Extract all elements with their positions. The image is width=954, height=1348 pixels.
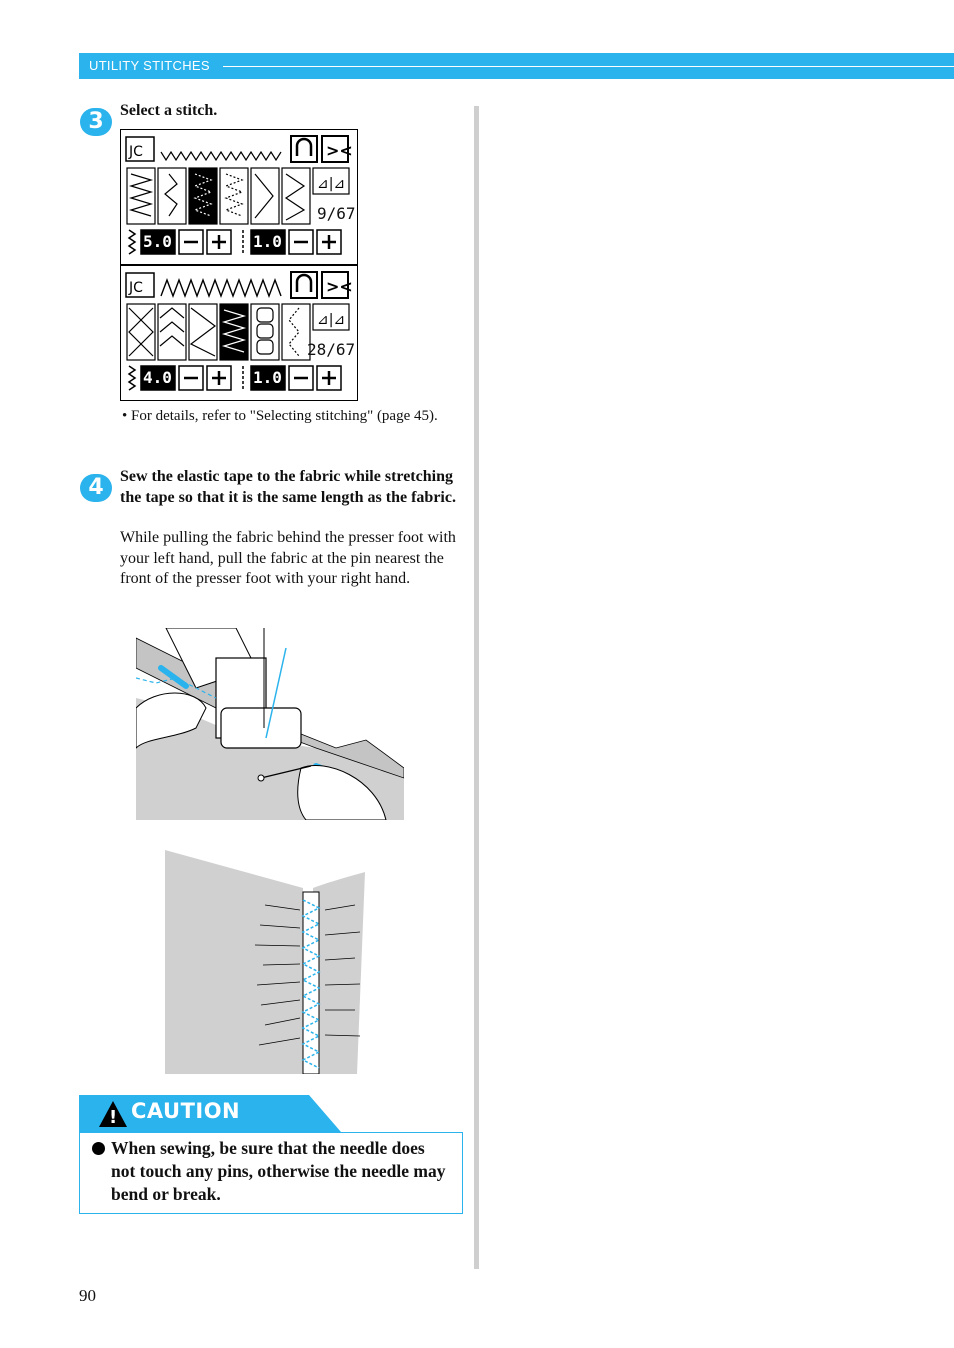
foot-label: JC	[129, 144, 143, 160]
svg-text:><: ><	[326, 141, 353, 160]
svg-text:><: ><	[326, 277, 353, 296]
svg-text:!: !	[109, 1107, 118, 1128]
stitch-counter: 28/67	[307, 340, 356, 359]
column-divider	[474, 106, 479, 1269]
stitch-preview-zigzag	[161, 152, 281, 160]
step-3-title: Select a stitch.	[120, 102, 218, 119]
section-header-bar	[79, 53, 954, 79]
step-3-note: • For details, refer to "Selecting stitching" (page 45).	[122, 408, 438, 424]
lcd-screen-1	[120, 129, 358, 265]
caution-title: CAUTION	[131, 1099, 241, 1123]
width-value: 5.0	[143, 232, 172, 251]
step-4-body: While pulling the fabric behind the presser foot with your left hand, pull the fabric at the pin nearest the front of the presser foot with your right hand.	[120, 529, 456, 587]
page-number: 90	[79, 1286, 96, 1305]
section-title: UTILITY STITCHES	[89, 58, 210, 73]
length-value: 1.0	[253, 368, 282, 387]
stitch-counter: 9/67	[317, 204, 356, 223]
svg-text:⊿|⊿: ⊿|⊿	[317, 176, 346, 192]
svg-text:⊿|⊿: ⊿|⊿	[317, 312, 346, 328]
width-value: 4.0	[143, 368, 172, 387]
caution-text: When sewing, be sure that the needle does not touch any pins, otherwise the needle may bend or break.	[111, 1138, 446, 1204]
step-4-title: Sew the elastic tape to the fabric while stretching the tape so that it is the same length as the fabric.	[120, 468, 456, 506]
sewing-illustration	[136, 628, 404, 820]
step-number-3: 3	[80, 108, 112, 136]
stitch-preview-zigzag	[161, 280, 281, 296]
stitch-buttons-row	[127, 168, 349, 224]
lcd-screen-2	[120, 265, 358, 401]
header-rule	[223, 66, 954, 67]
svg-text:JC: JC	[129, 280, 143, 296]
step-number-4: 4	[80, 474, 112, 502]
length-value: 1.0	[253, 232, 282, 251]
bullet-icon	[92, 1142, 105, 1155]
elastic-result-illustration	[165, 850, 367, 1074]
